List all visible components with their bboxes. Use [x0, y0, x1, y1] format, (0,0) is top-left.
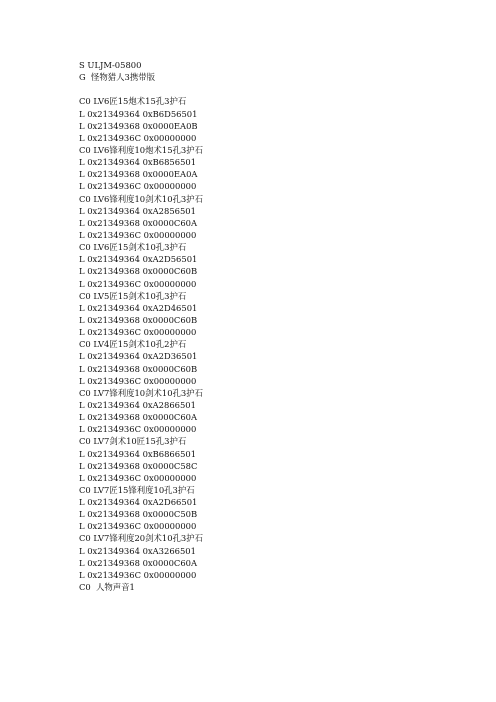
code-line: L 0x2134936C 0x00000000 — [79, 132, 197, 143]
code-line: L 0x2134936C 0x00000000 — [79, 229, 197, 240]
code-line: C0 LV5匠15剑术10孔3护石 — [79, 290, 187, 301]
code-line: L 0x2134936C 0x00000000 — [79, 181, 197, 192]
code-line: L 0x2134936C 0x00000000 — [79, 569, 197, 580]
code-line: L 0x2134936C 0x00000000 — [79, 472, 197, 483]
code-line: L 0x21349368 0x0000C58C — [79, 460, 198, 471]
code-line: L 0x21349364 0xA2D36501 — [79, 351, 198, 362]
game-title-line: G 怪物猎人3携带版 — [79, 72, 155, 83]
code-line: L 0x21349364 0xB6856501 — [79, 157, 197, 168]
code-line: L 0x21349368 0x0000C60A — [79, 412, 198, 423]
code-line: L 0x21349364 0xA2D46501 — [79, 302, 198, 313]
code-line: L 0x21349364 0xA2D56501 — [79, 254, 198, 265]
code-line: C0 LV6匠15剑术10孔3护石 — [79, 242, 187, 253]
game-id-line: S ULJM-05800 — [79, 60, 142, 70]
code-line: L 0x21349368 0x0000C50B — [79, 509, 198, 520]
code-line: L 0x21349368 0x0000EA0B — [79, 120, 198, 131]
code-line: C0 LV7剑术10匠15孔3护石 — [79, 436, 187, 447]
code-list — [79, 95, 459, 593]
code-line: L 0x2134936C 0x00000000 — [79, 278, 197, 289]
code-line: L 0x21349364 0xA2856501 — [79, 205, 196, 216]
code-line: L 0x21349368 0x0000C60B — [79, 314, 198, 325]
code-line: L 0x21349368 0x0000C60A — [79, 557, 198, 568]
code-line: L 0x21349368 0x0000C60B — [79, 266, 198, 277]
code-line: C0 LV7锋利度20剑术10孔3护石 — [79, 533, 203, 544]
code-line: C0 LV6匠15炮术15孔3护石 — [79, 96, 187, 107]
code-line: C0 LV7锋利度10剑术10孔3护石 — [79, 387, 203, 398]
code-line: L 0x2134936C 0x00000000 — [79, 424, 197, 435]
code-line: L 0x21349368 0x0000EA0A — [79, 169, 198, 180]
code-line: C0 LV6锋利度10炮术15孔3护石 — [79, 144, 203, 155]
code-line: L 0x2134936C 0x00000000 — [79, 521, 197, 532]
code-line: L 0x2134936C 0x00000000 — [79, 327, 197, 338]
code-line: L 0x21349368 0x0000C60B — [79, 363, 198, 374]
blank-line — [79, 83, 459, 95]
code-line: C0 LV4匠15剑术10孔2护石 — [79, 339, 187, 350]
code-line: L 0x2134936C 0x00000000 — [79, 375, 197, 386]
code-line: C0 LV6锋利度10剑术10孔3护石 — [79, 193, 203, 204]
code-line: L 0x21349364 0xB6866501 — [79, 448, 197, 459]
code-line: L 0x21349364 0xA3266501 — [79, 545, 196, 556]
code-line: L 0x21349364 0xA2D66501 — [79, 497, 198, 508]
cheat-code-text — [79, 59, 459, 593]
code-line: C0 LV7匠15锋利度10孔3护石 — [79, 484, 195, 495]
code-line: C0 人物声音1 — [79, 582, 135, 593]
code-line: L 0x21349364 0xB6D56501 — [79, 108, 198, 119]
code-line: L 0x21349368 0x0000C60A — [79, 217, 198, 228]
code-line: L 0x21349364 0xA2866501 — [79, 399, 196, 410]
